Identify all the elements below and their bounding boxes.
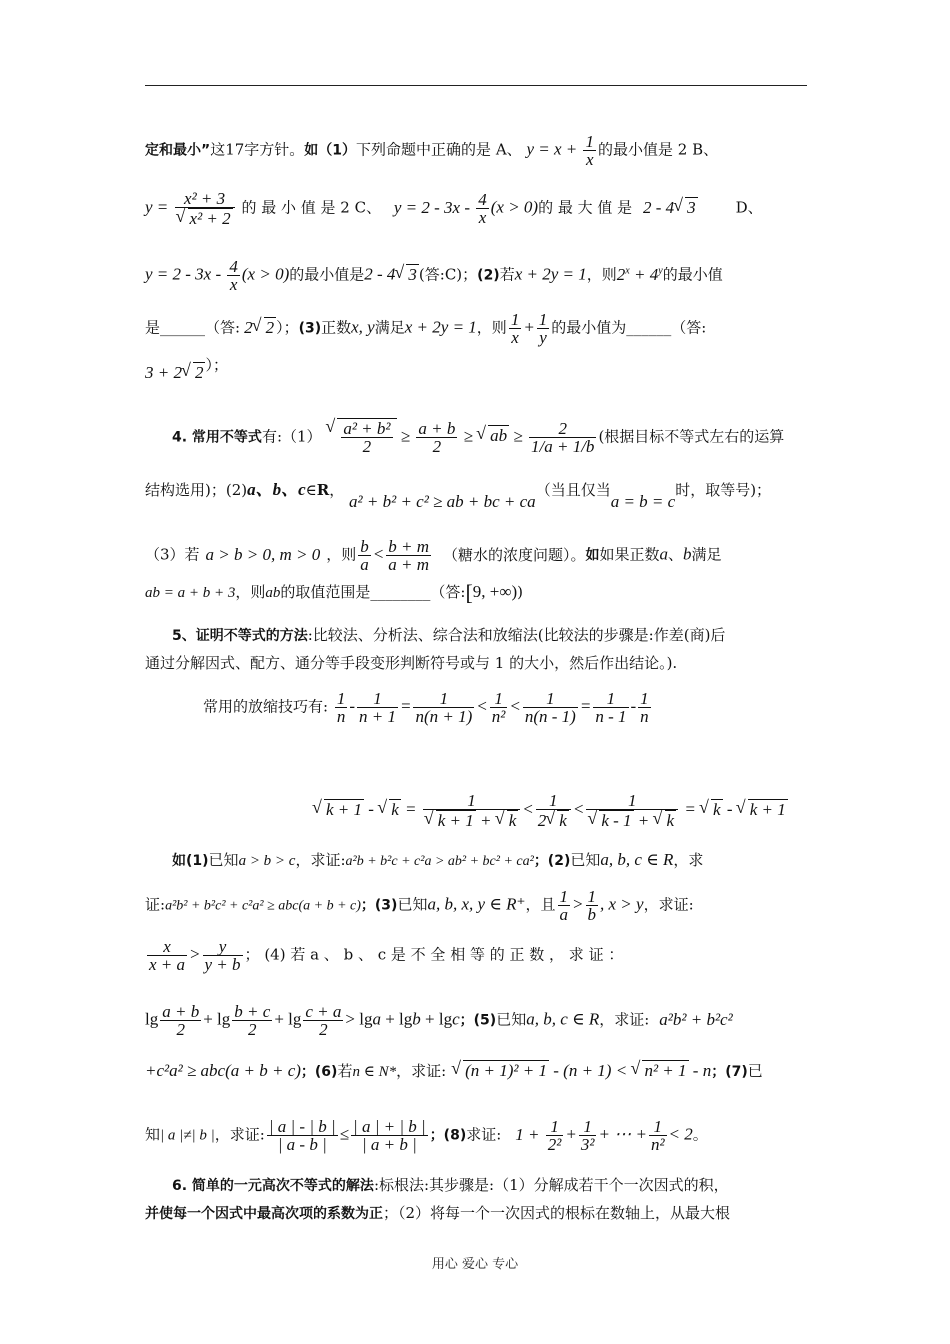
- text-line: 证:a²b² + b²c² + c²a² ≥ abc(a + b + c)；(3)已知a, b, x, y ∈ R⁺，且 $\frac{1}{a}$ > $\frac{1}{b}$ , x > y，求证:: [145, 887, 694, 924]
- text-line: $\frac{x}{x + a}$ > $\frac{y}{y + b}$ ； (4) 若 a 、 b 、 c 是 不 全 相 等 的 正 数 ， 求 证 ：: [149, 937, 624, 974]
- text-line: 通过分解因式、配方、通分等手段变形判断符号或与 1 的大小，然后作出结论。).: [145, 654, 678, 672]
- text-line: 常用的放缩技巧有: $\frac{1}{n}$ - $\frac{1}{n + 1}$ = $\frac{1}{n(n + 1)}$ < $\frac{1}{\text{n²}}$ < $\frac{1}{n(n - 1)}$ = $\frac{1}{n - 1}$ - $\frac{1}{n}$: [203, 689, 649, 726]
- text-line: 如(1)已知a > b > c，求证:a²b + b²c + c²a > ab² + bc² + ca²；(2)已知a, b, c ∈ R，求: [172, 850, 704, 869]
- page-footer: 用心 爱心 专心: [431, 1257, 519, 1272]
- header-rule: [145, 85, 807, 86]
- text-line: +c²a² ≥ abc(a + b + c)；(6)若n ∈ N*，求证:√ (n + 1)² + 1 - (n + 1) < √ n² + 1 - n；(7)已: [145, 1060, 763, 1080]
- section-heading: 6. 简单的一元高次不等式的解法:标根法:其步骤是:（1）分解成若干个一次因式的积，: [172, 1176, 729, 1194]
- text-line: 结构选用)；(2)a、b、c∈R， a² + b² + c² ≥ ab + bc + ca（当且仅当a = b = c时，取等号)；: [145, 480, 772, 511]
- text-line: y = x² + 3 √ x² + 2 的 最 小 值 是 2 C、 y = 2 - 3x - $\frac{4}{x}$ (x > 0)的 最 大 值 是 2 - 4√ 3 D、: [145, 190, 763, 227]
- text-line: 并使每一个因式中最高次项的系数为正；（2）将每一个一次因式的根标在数轴上，从最大根: [145, 1204, 731, 1222]
- formula-line: √ k + 1 - √ k = 1 √ k + 1 + √ k < $\frac{1}{2√ k}$ < 1 √ k - 1 + √ k = √ k - √ k + 1: [313, 792, 788, 829]
- section-heading: 4. 常用不等式有:（1） √ $\frac{\text{a² + b²}}{2}$ ≥ $\frac{a + b}{2}$ ≥ √ ab ≥ $\frac{2}{1/a + 1/b}$ (根据目标不等式左右的运算: [172, 418, 784, 455]
- text-line: 是______（答: 2√ 2 ）；(3)正数x, y满足x + 2y = 1，则 $\frac{1}{x}$ + $\frac{1}{y}$ 的最小值为______（答:: [145, 311, 706, 346]
- text-line: 知| a |≠| b |，求证: $\frac{| a | - | b |}{| a - b |}$ ≤ $\frac{| a | + | b |}{| a + b |}$ ；(8)求证: 1 + $\frac{1}{\text{2²}}$ + $\frac{1}{\text{3²}}$ + ⋯ + $\frac{1}{\text{n²}}$ < 2。: [145, 1117, 708, 1154]
- section-heading: 5、证明不等式的方法:比较法、分析法、综合法和放缩法(比较法的步骤是:作差(商)后: [172, 626, 726, 644]
- text-line: lg $\frac{a + b}{2}$ + lg $\frac{b + c}{2}$ + lg $\frac{c + a}{2}$ > lga + lgb + lgc；(5)已知a, b, c ∈ R，求证: a²b² + b²c²: [145, 1002, 733, 1039]
- text-line: （3）若 a > b > 0, m > 0 ，则 $\frac{b}{a}$ < $\frac{b + m}{a + m}$ （糖水的浓度问题）。如如果正数a、b满足: [145, 537, 722, 574]
- text-line: 定和最小”这17字方针。如（1）下列命题中正确的是 A、 y = x + $\frac{1}{x}$ 的最小值是 2 B、: [145, 132, 719, 169]
- text-line: y = 2 - 3x - $\frac{4}{x}$ (x > 0)的最小值是2 - 4√ 3 (答:C)；(2)若x + 2y = 1，则$2^x + 4^y$的最小值: [145, 258, 723, 293]
- text-line: 3 + 2√ 2 ）；: [145, 358, 228, 381]
- text-line: ab = a + b + 3，则ab的取值范围是________（答:[9, +∞)): [145, 580, 524, 605]
